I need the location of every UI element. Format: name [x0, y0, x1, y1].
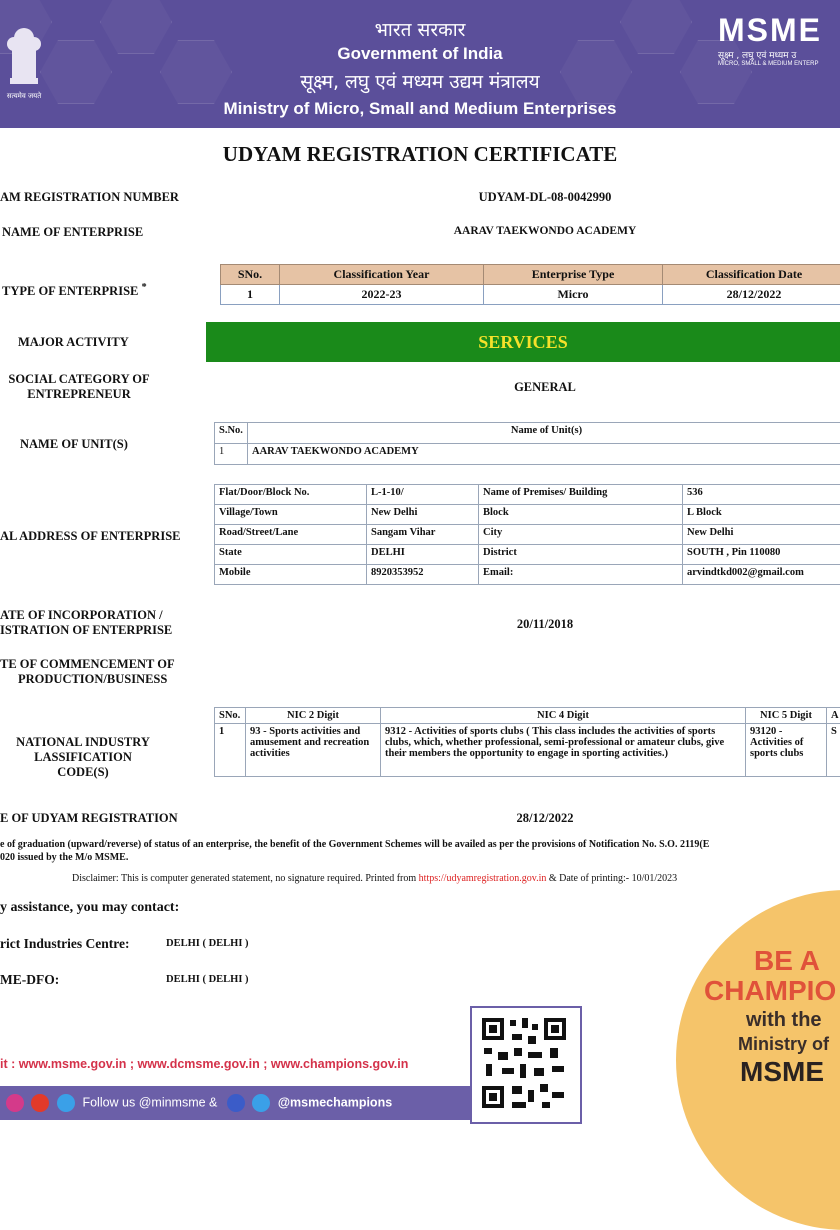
major-activity-value: SERVICES	[206, 322, 840, 362]
addr-r4-c1: 8920353952	[367, 565, 479, 585]
nic-header-4digit: NIC 4 Digit	[381, 708, 746, 724]
incorporation-label-1: ATE OF INCORPORATION /	[0, 608, 172, 623]
dfo-value: DELHI ( DELHI )	[166, 974, 249, 985]
social-category-label-1: SOCIAL CATEGORY OF	[4, 372, 154, 387]
table-row	[215, 505, 840, 525]
units-header-sno: S.No.	[215, 423, 248, 444]
emblem-caption: सत्यमेव जयते	[0, 92, 48, 101]
commencement-label-1: TE OF COMMENCEMENT OF	[0, 657, 175, 672]
addr-r3-c1: DELHI	[367, 545, 479, 565]
class-header-sno: SNo.	[221, 265, 280, 285]
class-header-year: Classification Year	[280, 265, 484, 285]
commencement-label-2: PRODUCTION/BUSINESS	[0, 672, 175, 687]
table-row	[215, 724, 840, 777]
table-row	[215, 525, 840, 545]
addr-r4-c2: Email:	[479, 565, 683, 585]
units-name: AARAV TAEKWONDO ACADEMY	[248, 444, 840, 465]
type-label	[2, 282, 147, 299]
addr-r2-c1: Sangam Vihar	[367, 525, 479, 545]
address-label: AL ADDRESS OF ENTERPRISE	[0, 529, 181, 544]
contact-heading: y assistance, you may contact:	[0, 900, 179, 916]
promo-line-4: Ministry of	[738, 1032, 829, 1056]
unit-label: NAME OF UNIT(S)	[20, 437, 128, 452]
classification-table	[220, 264, 840, 305]
addr-r3-c0: State	[215, 545, 367, 565]
social-category-label-2: ENTREPRENEUR	[4, 387, 154, 402]
msme-logo-english: MICRO, SMALL & MEDIUM ENTERP	[718, 61, 840, 67]
msme-logo-text: MSME	[718, 12, 840, 48]
nic-label-1: NATIONAL INDUSTRY	[8, 735, 158, 750]
twitter-icon[interactable]	[57, 1094, 75, 1112]
addr-r3-c3: SOUTH , Pin 110080	[683, 545, 840, 565]
twitter-icon-2[interactable]	[252, 1094, 270, 1112]
header-banner	[0, 0, 840, 128]
class-header-type: Enterprise Type	[484, 265, 663, 285]
type-label-text: TYPE OF ENTERPRISE	[2, 284, 138, 298]
promo-line-2: CHAMPIO	[704, 976, 836, 1006]
header-english-1: Government of India	[180, 44, 660, 64]
table-row	[215, 444, 840, 465]
nic-4digit: 9312 - Activities of sports clubs ( This class includes the activities of sports clubs, which, whether professional, semi-professional or amateur clubs, give their members the opportunity to engage in sporting activities.)	[381, 724, 746, 777]
promo-line-3: with the	[746, 1008, 822, 1032]
disclaimer-suffix: & Date of printing:- 10/01/2023	[549, 873, 677, 884]
nic-header-2digit: NIC 2 Digit	[246, 708, 381, 724]
dic-label: rict Industries Centre:	[0, 936, 129, 952]
enterprise-name-value: AARAV TAEKWONDO ACADEMY	[400, 225, 690, 237]
addr-r1-c3: L Block	[683, 505, 840, 525]
major-activity-label: MAJOR ACTIVITY	[18, 335, 129, 350]
graduation-line-1: e of graduation (upward/reverse) of status of an enterprise, the benefit of the Government Schemes will be availed as per the provisions of Notification No. S.O. 2119(E	[0, 838, 840, 851]
msme-logo-hindi: सूक्ष्म , लघु एवं मध्यम उ	[718, 48, 840, 61]
reg-number-label: AM REGISTRATION NUMBER	[0, 190, 179, 205]
graduation-note	[0, 838, 840, 864]
nic-5digit: 93120 - Activities of sports clubs	[746, 724, 827, 777]
address-table	[214, 484, 840, 585]
addr-r4-c3: arvindtkd002@gmail.com	[683, 565, 840, 585]
units-header-name: Name of Unit(s)	[248, 423, 840, 444]
nic-label	[8, 735, 158, 780]
class-date: 28/12/2022	[663, 285, 840, 305]
incorporation-value: 20/11/2018	[400, 617, 690, 632]
certificate-title: UDYAM REGISTRATION CERTIFICATE	[0, 142, 840, 167]
nic-table	[214, 707, 840, 777]
enterprise-name-label: NAME OF ENTERPRISE	[2, 225, 143, 240]
youtube-icon[interactable]	[31, 1094, 49, 1112]
class-header-date: Classification Date	[663, 265, 840, 285]
addr-r2-c0: Road/Street/Lane	[215, 525, 367, 545]
class-year: 2022-23	[280, 285, 484, 305]
class-type: Micro	[484, 285, 663, 305]
promo-line-5: MSME	[740, 1056, 824, 1088]
udyam-date-label: E OF UDYAM REGISTRATION	[0, 811, 178, 826]
facebook-icon[interactable]	[227, 1094, 245, 1112]
type-label-star: *	[142, 282, 147, 293]
header-hindi-2: सूक्ष्म, लघु एवं मध्यम उद्यम मंत्रालय	[180, 68, 660, 94]
commencement-label	[0, 657, 175, 687]
addr-r0-c2: Name of Premises/ Building	[479, 485, 683, 505]
instagram-icon[interactable]	[6, 1094, 24, 1112]
follow-text: Follow us @minmsme &	[82, 1095, 217, 1109]
addr-r2-c2: City	[479, 525, 683, 545]
addr-r3-c2: District	[479, 545, 683, 565]
incorporation-label	[0, 608, 172, 638]
nic-header-activity: A	[827, 708, 840, 724]
social-category-label	[4, 372, 154, 402]
class-sno: 1	[221, 285, 280, 305]
dfo-label: ME-DFO:	[0, 972, 59, 988]
visit-links[interactable]: it : www.msme.gov.in ; www.dcmsme.gov.in ; www.champions.gov.in	[0, 1057, 408, 1071]
units-table	[214, 422, 840, 465]
disclaimer-link[interactable]: https://udyamregistration.gov.in	[419, 873, 547, 884]
units-sno: 1	[215, 444, 248, 465]
msme-logo	[718, 12, 840, 82]
nic-activity: S	[827, 724, 840, 777]
disclaimer	[72, 873, 677, 884]
reg-number-value: UDYAM-DL-08-0042990	[400, 190, 690, 205]
nic-header-sno: SNo.	[215, 708, 246, 724]
nic-label-2: LASSIFICATION CODE(S)	[8, 750, 158, 780]
addr-r0-c0: Flat/Door/Block No.	[215, 485, 367, 505]
nic-2digit: 93 - Sports activities and amusement and recreation activities	[246, 724, 381, 777]
champion-promo	[676, 890, 840, 1230]
addr-r2-c3: New Delhi	[683, 525, 840, 545]
champions-handle[interactable]: @msmechampions	[278, 1095, 392, 1109]
table-row	[221, 285, 840, 305]
table-row	[215, 485, 840, 505]
nic-sno: 1	[215, 724, 246, 777]
nic-header-5digit: NIC 5 Digit	[746, 708, 827, 724]
qr-code[interactable]	[470, 1006, 582, 1124]
addr-r0-c1: L-1-10/	[367, 485, 479, 505]
dic-value: DELHI ( DELHI )	[166, 938, 249, 949]
header-hindi-1: भारत सरकार	[180, 16, 660, 42]
social-category-value: GENERAL	[400, 380, 690, 395]
promo-line-1: BE A	[754, 946, 820, 976]
udyam-date-value: 28/12/2022	[400, 811, 690, 826]
national-emblem-icon	[0, 8, 48, 108]
addr-r0-c3: 536	[683, 485, 840, 505]
addr-r4-c0: Mobile	[215, 565, 367, 585]
disclaimer-prefix: Disclaimer: This is computer generated statement, no signature required. Printed from	[72, 873, 416, 884]
footer-bar	[0, 1086, 470, 1120]
addr-r1-c2: Block	[479, 505, 683, 525]
addr-r1-c1: New Delhi	[367, 505, 479, 525]
table-row	[215, 545, 840, 565]
addr-r1-c0: Village/Town	[215, 505, 367, 525]
header-english-2: Ministry of Micro, Small and Medium Enterprises	[180, 99, 660, 119]
graduation-line-2: 020 issued by the M/o MSME.	[0, 851, 840, 864]
table-row	[215, 565, 840, 585]
incorporation-label-2: ISTRATION OF ENTERPRISE	[0, 623, 172, 638]
